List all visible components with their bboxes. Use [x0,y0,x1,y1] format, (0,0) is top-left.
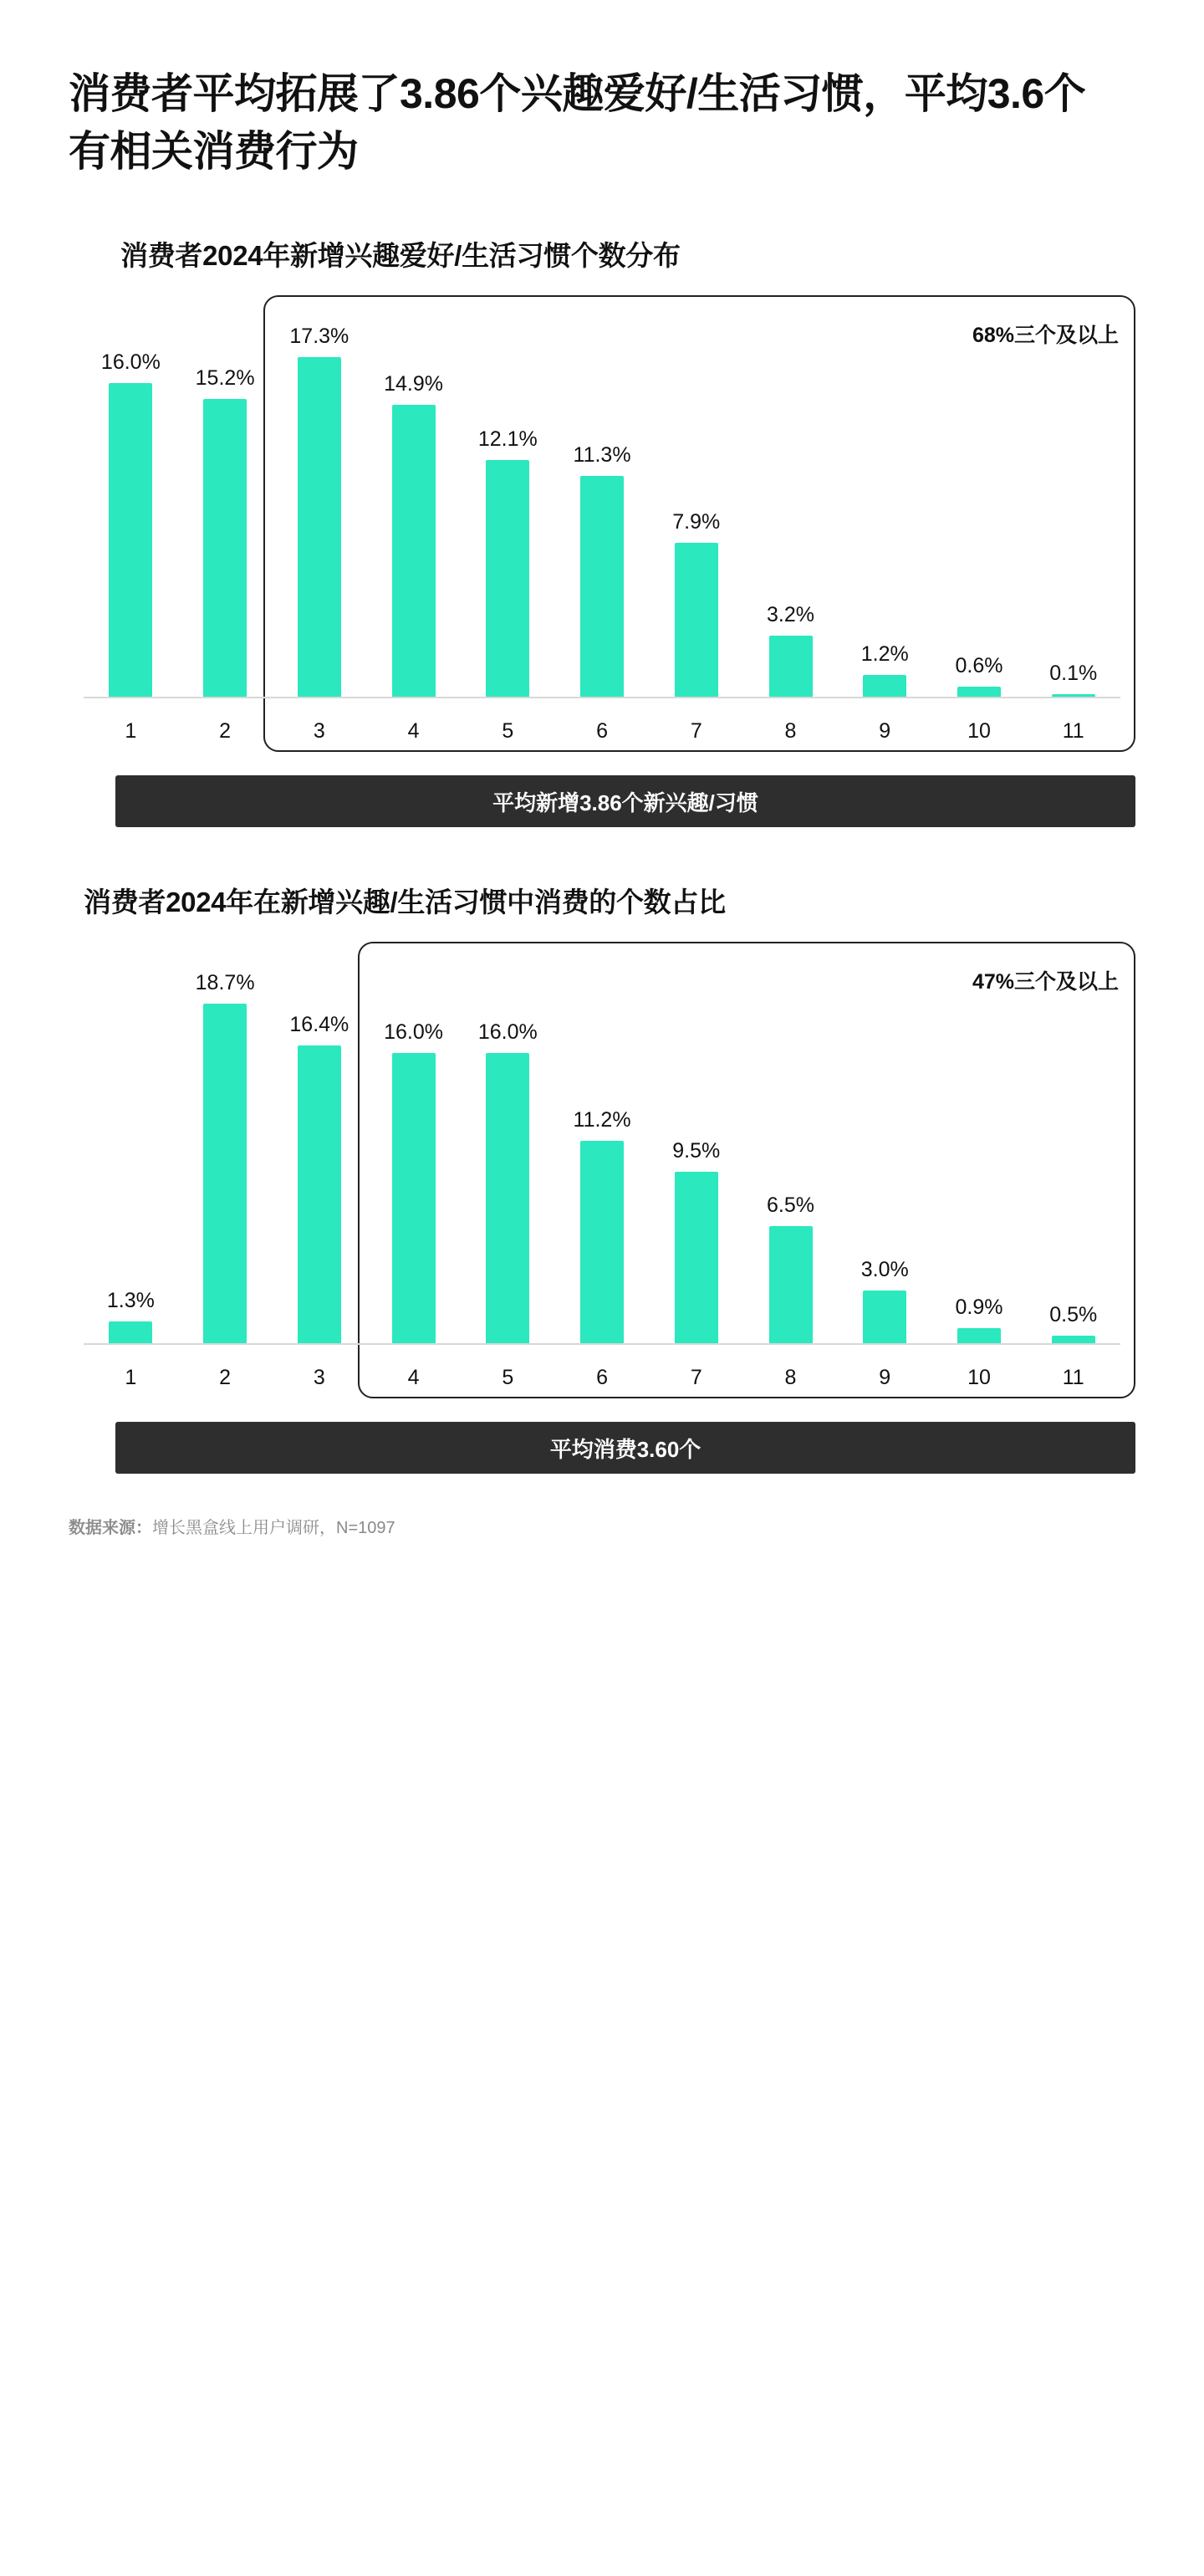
bar-column [838,967,932,1345]
bar-value-label: 6.5% [767,1193,814,1218]
chart-title-2: 消费者2024年在新增兴趣/生活习惯中消费的个数占比 [84,887,726,917]
bar-value-label: 12.1% [477,427,538,451]
x-tick-label: 9 [879,719,891,743]
bar-column [84,967,178,1345]
x-tick-labels-2 [84,1366,1120,1390]
bar-column [932,320,1027,698]
bar [675,1172,718,1345]
bar-column [555,967,650,1345]
bar-chart-1 [60,295,1144,764]
bar-value-label: 1.3% [106,1288,155,1312]
bar-value-label: 0.6% [955,653,1003,677]
bar [203,1004,247,1345]
bar [109,383,152,698]
x-tick-label: 11 [1062,1366,1084,1389]
page-title: 消费者平均拓展了3.86个兴趣爱好/生活习惯，平均3.6个有相关消费行为 [69,70,1086,175]
x-tick-label: 6 [596,1366,608,1389]
bar-value-label: 15.2% [195,365,255,390]
x-tick-label: 2 [219,719,232,743]
bar-value-label: 3.0% [860,1257,909,1281]
bar-value-label: 9.5% [672,1138,721,1163]
x-tick-label: 10 [967,1366,991,1389]
bar [486,1053,529,1345]
bar [392,405,436,698]
highlight-label-1: 68%三个及以上 [972,324,1119,347]
bar [109,1321,152,1345]
bars-container-2 [84,967,1120,1345]
bars-container-1 [84,320,1120,698]
bar [769,636,813,698]
bar-column [555,320,650,698]
x-tick-label: 6 [596,719,608,743]
x-tick-label: 1 [125,719,137,743]
bar-value-label: 0.5% [1049,1303,1098,1327]
bar [392,1053,436,1345]
bar-column [178,320,273,698]
x-tick-label: 2 [219,1366,232,1389]
bar [769,1226,813,1345]
bar-column [461,320,555,698]
x-tick-label: 11 [1062,719,1084,743]
bar-value-label: 7.9% [672,509,721,534]
x-tick-label: 7 [690,719,702,743]
x-tick-label: 9 [879,1366,891,1389]
x-tick-label: 5 [502,719,514,743]
bar [203,399,247,698]
bar-column [649,967,743,1345]
chart-title-1: 消费者2024年新增兴趣爱好/生活习惯个数分布 [120,240,681,271]
bar-value-label: 17.3% [289,325,349,348]
bar-column [272,967,366,1345]
x-axis-line-1 [84,697,1120,698]
data-source-label: 数据来源： [69,1519,152,1537]
bar-column [649,320,743,698]
bar-value-label: 0.9% [955,1296,1003,1320]
bar-column [932,967,1027,1345]
x-tick-label: 5 [502,1366,514,1389]
bar-column [178,967,273,1345]
bar [580,476,624,698]
bar [863,675,906,698]
average-strip-1: 平均新增3.86个新兴趣/习惯 [115,775,1135,827]
x-tick-label: 4 [407,1366,420,1389]
data-source-value: 增长黑盒线上用户调研，N=1097 [152,1519,395,1537]
bar [580,1141,624,1345]
bar-value-label: 16.0% [477,1020,538,1044]
bar-value-label: 11.2% [573,1107,631,1132]
x-tick-label: 1 [125,1366,137,1389]
x-tick-label: 7 [690,1366,702,1389]
bar-value-label: 16.0% [100,350,161,374]
bar-column [1026,967,1120,1345]
bar-column [84,320,178,698]
bar-value-label: 11.3% [573,442,631,467]
x-tick-label: 4 [407,719,420,743]
bar-column [272,320,366,698]
bar-column [743,967,838,1345]
bar-value-label: 14.9% [384,371,444,396]
highlight-label-2: 47%三个及以上 [972,970,1119,994]
bar [486,460,529,698]
bar-column [1026,320,1120,698]
x-tick-label: 3 [313,719,325,743]
bar-value-label: 1.2% [860,641,909,666]
x-tick-label: 8 [784,719,797,743]
bar-column [366,320,461,698]
average-strip-2: 平均消费3.60个 [115,1422,1135,1474]
bar-value-label: 16.0% [384,1020,444,1044]
bar-chart-2 [60,942,1144,1410]
x-tick-labels-1 [84,719,1120,744]
bar-column [461,967,555,1345]
chart-block-2 [60,881,1144,1474]
chart-block-1 [60,234,1144,827]
x-tick-label: 3 [313,1366,325,1389]
bar [298,357,341,698]
bar-value-label: 18.7% [195,971,255,994]
x-tick-label: 8 [784,1366,797,1389]
x-tick-label: 10 [967,719,991,743]
bar-value-label: 0.1% [1049,662,1098,685]
bar [675,543,718,698]
bar [863,1291,906,1345]
bar [298,1045,341,1345]
bar-column [743,320,838,698]
bar-column [838,320,932,698]
data-source [69,1514,1144,1538]
bar-column [366,967,461,1345]
bar-value-label: 16.4% [289,1013,349,1037]
x-axis-line-2 [84,1343,1120,1345]
bar-value-label: 3.2% [767,602,814,626]
